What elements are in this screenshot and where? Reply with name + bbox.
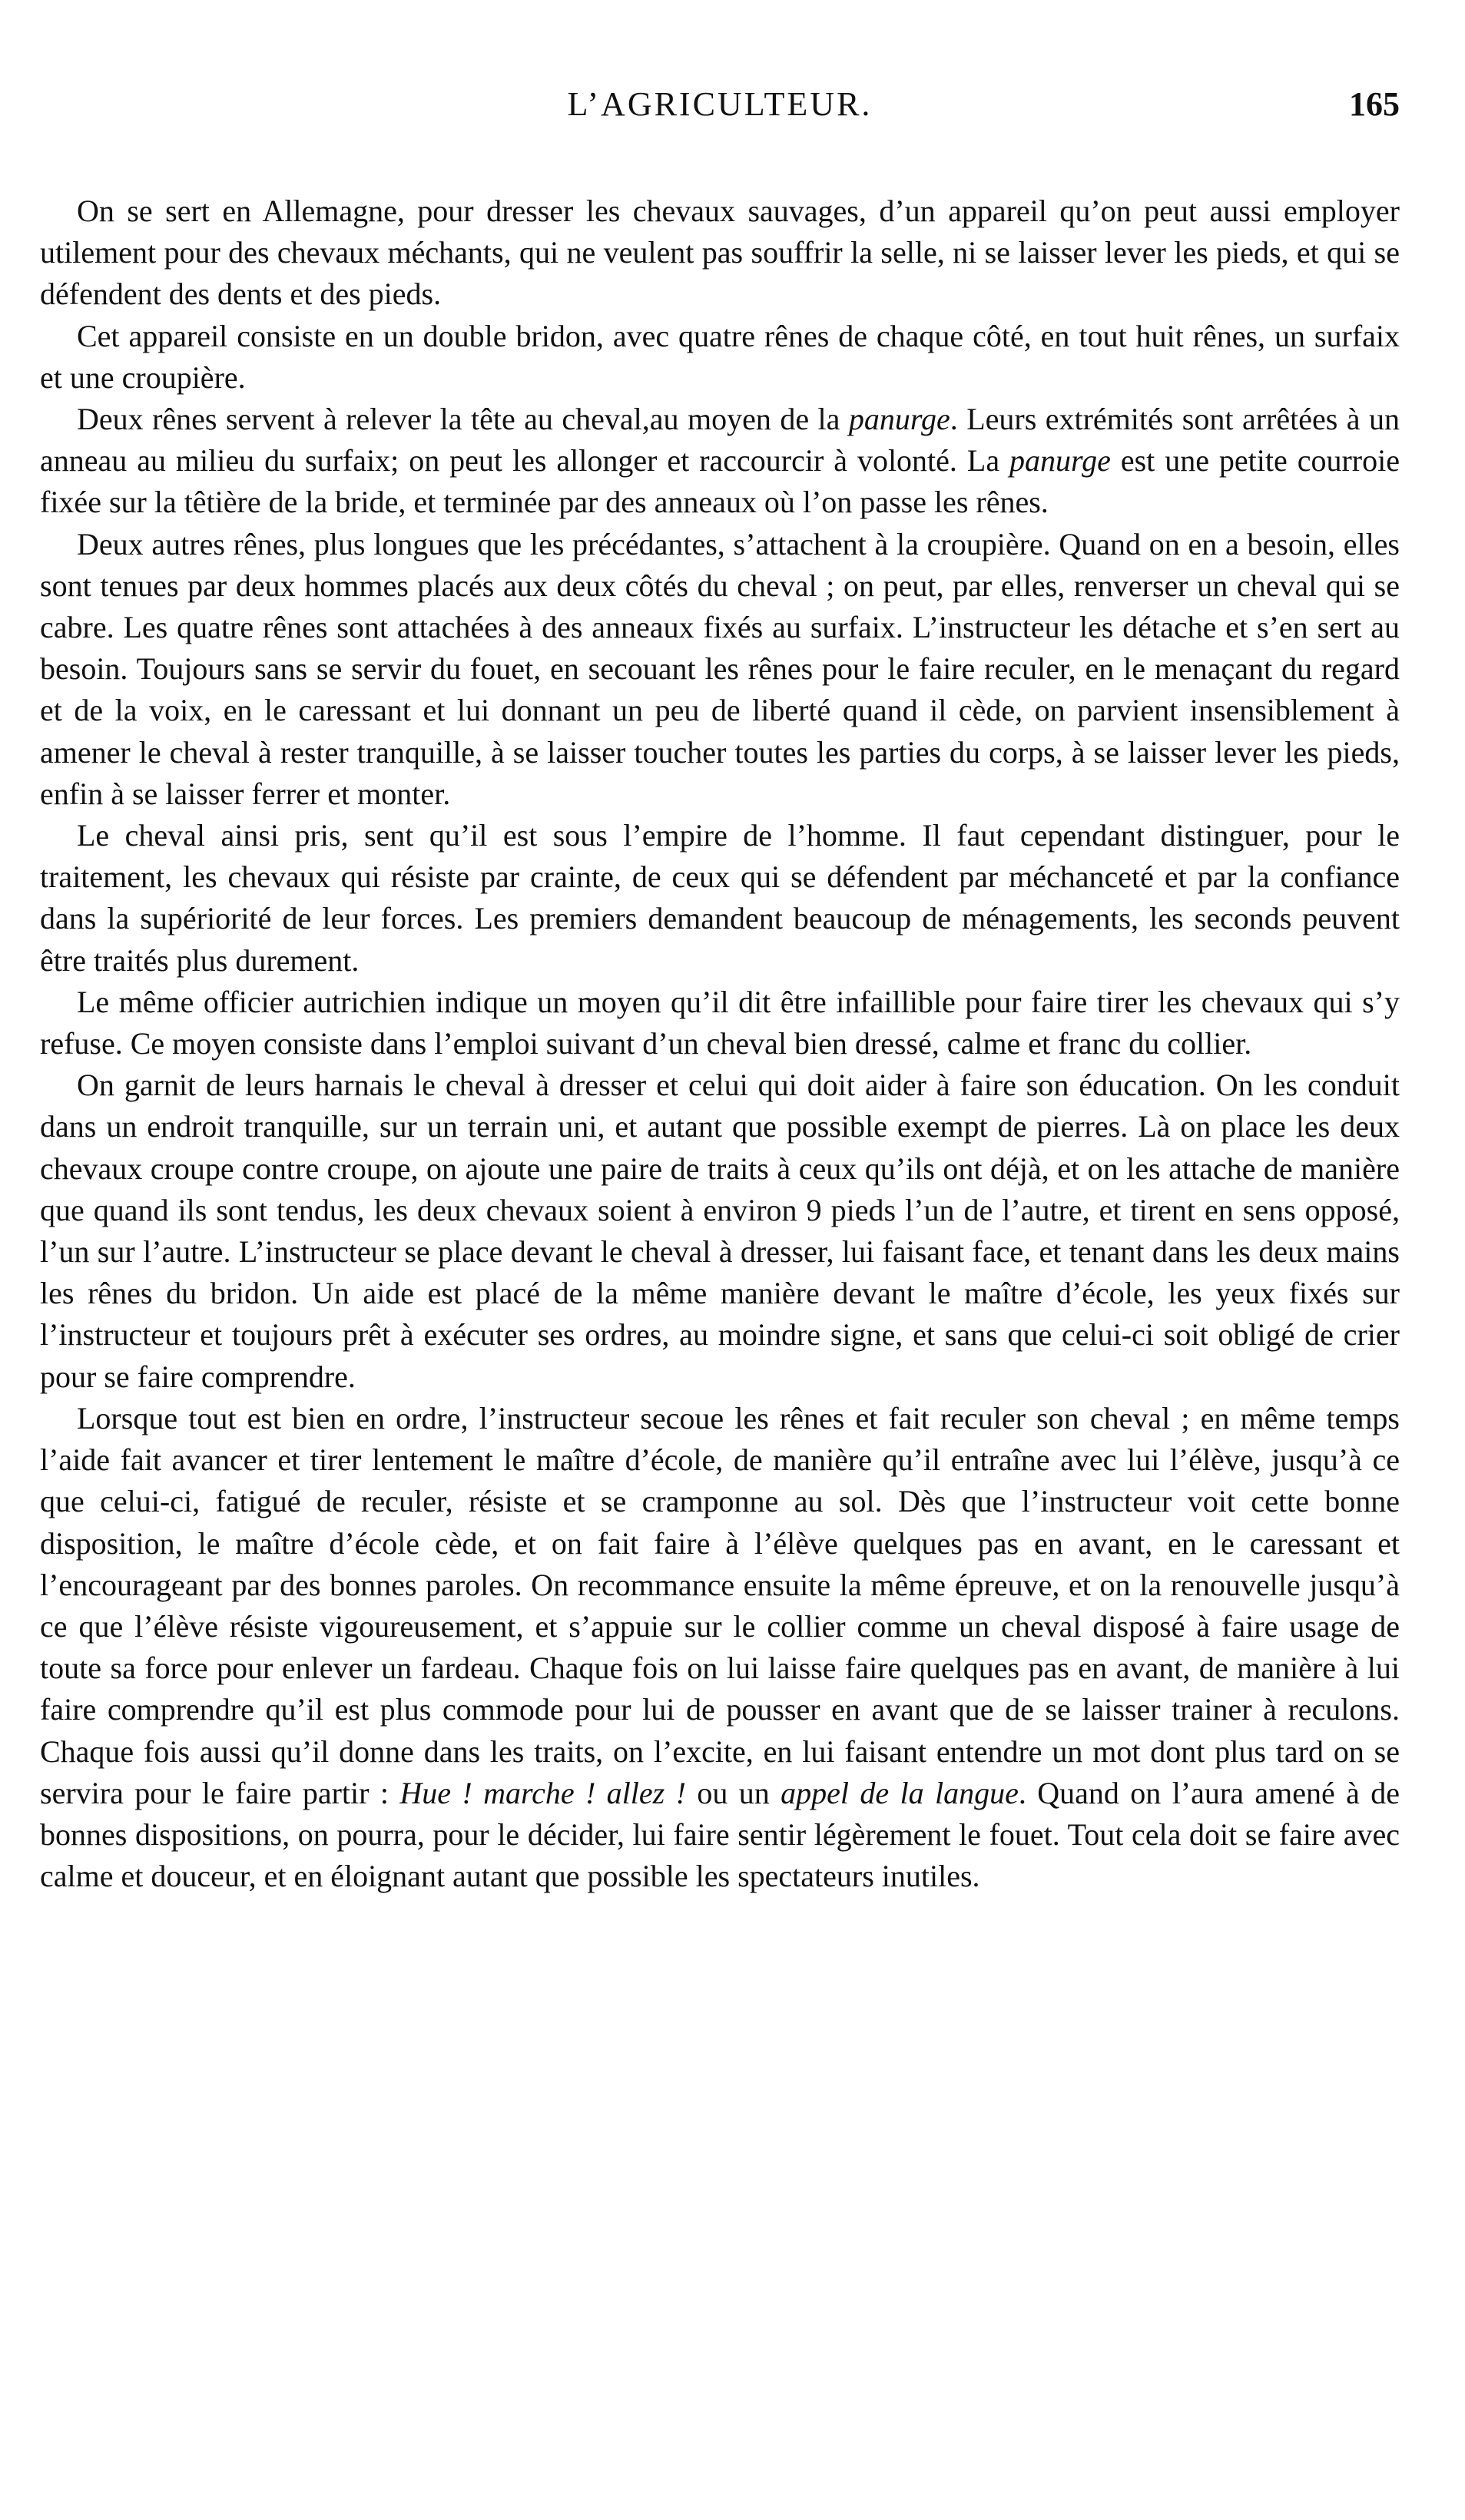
paragraph-6: Le même officier autrichien indique un moyen qu’il dit être infaillible pour faire tirer les chevaux qui s’y refuse. Ce moyen consiste dans l’emploi suivant d’un cheval bien dressé, calme et franc du collier. (40, 984, 1400, 1061)
paragraph-8-part-3: . Quand on l’aura amené à de bonnes dispositions, on pourra, pour le décider, lui faire sentir légèrement le fouet. Tout cela doit se faire avec calme et douceur, et en éloignant autant que possible les spectateurs inutiles. (40, 1775, 1400, 1894)
page-header (40, 84, 1400, 146)
paragraph-8-part-1: Lorsque tout est bien en ordre, l’instructeur secoue les rênes et fait reculer son cheval ; en même temps l’aide fait avancer et tirer lentement le maître d’école, de manière qu’il entraîne avec lui l’élève, jusqu’à ce que celui-ci, fatigué de reculer, résiste et se cramponne au sol. Dès que l’instructeur voit cette bonne disposition, le maître d’école cède, et on fait faire à l’élève quelques pas en avant, en le caressant et l’encourageant par des bonnes paroles. On recommance ensuite la même épreuve, et on la renouvelle jusqu’à ce que l’élève résiste vigoureusement, et s’appuie sur le collier comme un cheval disposé à faire usage de toute sa force pour enlever un fardeau. Chaque fois on lui laisse faire quelques pas en avant, de manière à lui faire comprendre qu’il est plus commode pour lui de pousser en avant que de se laisser trainer à reculons. Chaque fois aussi qu’il donne dans les traits, on l’excite, en lui faisant entendre un mot dont plus tard on se servira pour le faire partir : (40, 1400, 1400, 1810)
paragraph-3-part-3: est une petite courroie fixée sur la têtière de la bride, et terminée par des anneaux où l’on passe les rênes. (40, 443, 1400, 520)
paragraph-3-italic-2: panurge (1009, 443, 1111, 479)
paragraph-3-part-2: . Leurs extrémités sont arrêtées à un anneau au milieu du surfaix; on peut les allonger et raccourcir à volonté. La (40, 402, 1400, 479)
paragraph-8-italic-1: Hue ! marche ! allez ! (399, 1775, 686, 1810)
paragraph-7: On garnit de leurs harnais le cheval à dresser et celui qui doit aider à faire son éducation. On les conduit dans un endroit tranquille, sur un terrain uni, et autant que possible exempt de pierres. Là on place les deux chevaux croupe contre croupe, on ajoute une paire de traits à ceux qu’ils ont déjà, et on les attache de manière que quand ils sont tendus, les deux chevaux soient à environ 9 pieds l’un de l’autre, et tirent en sens opposé, l’un sur l’autre. L’instructeur se place devant le cheval à dresser, lui faisant face, et tenant dans les deux mains les rênes du bridon. Un aide est placé de la même manière devant le maître d’école, les yeux fixés sur l’instructeur et toujours prêt à exécuter ses ordres, au moindre signe, et sans que celui-ci soit obligé de crier pour se faire comprendre. (40, 1068, 1400, 1394)
paragraph-1: On se sert en Allemagne, pour dresser les chevaux sauvages, d’un appareil qu’on peut aussi employer utilement pour des chevaux méchants, qui ne veulent pas souffrir la selle, ni se laisser lever les pieds, et qui se défendent des dents et des pieds. (40, 194, 1400, 312)
paragraph-3-part-1: Deux rênes servent à relever la tête au cheval,au moyen de la (77, 402, 849, 437)
paragraph-5: Le cheval ainsi pris, sent qu’il est sous l’empire de l’homme. Il faut cependant distinguer, pour le traitement, les chevaux qui résiste par crainte, de ceux qui se défendent par méchanceté et par la confiance dans la supériorité de leur forces. Les premiers demandent beaucoup de ménagements, les seconds peuvent être traités plus durement. (40, 818, 1400, 978)
paragraph-3 (40, 399, 1400, 524)
paragraph-4: Deux autres rênes, plus longues que les précédantes, s’attachent à la croupière. Quand on en a besoin, elles sont tenues par deux hommes placés aux deux côtés du cheval ; on peut, par elles, renverser un cheval qui se cabre. Les quatre rênes sont attachées à des anneaux fixés au surfaix. L’instructeur les détache et s’en sert au besoin. Toujours sans se servir du fouet, en secouant les rênes pour le faire reculer, en le menaçant du regard et de la voix, en le caressant et lui donnant un peu de liberté quand il cède, on parvient insensiblement à amener le cheval à rester tranquille, à se laisser toucher toutes les parties du corps, à se laisser lever les pieds, enfin à se laisser ferrer et monter. (40, 526, 1400, 811)
page-number: 165 (1349, 85, 1400, 123)
paragraph-8-italic-2: appel de la langue (781, 1775, 1019, 1810)
paragraph-3-italic-1: panurge (848, 402, 950, 437)
paragraph-8-part-2: ou un (685, 1775, 781, 1810)
body-text (40, 190, 1400, 1897)
paragraph-2: Cet appareil consiste en un double bridon, avec quatre rênes de chaque côté, en tout huit rênes, un surfaix et une croupière. (40, 318, 1400, 395)
running-title: L’AGRICULTEUR. (567, 85, 873, 123)
paragraph-8 (40, 1398, 1400, 1897)
book-page (40, 84, 1400, 1897)
